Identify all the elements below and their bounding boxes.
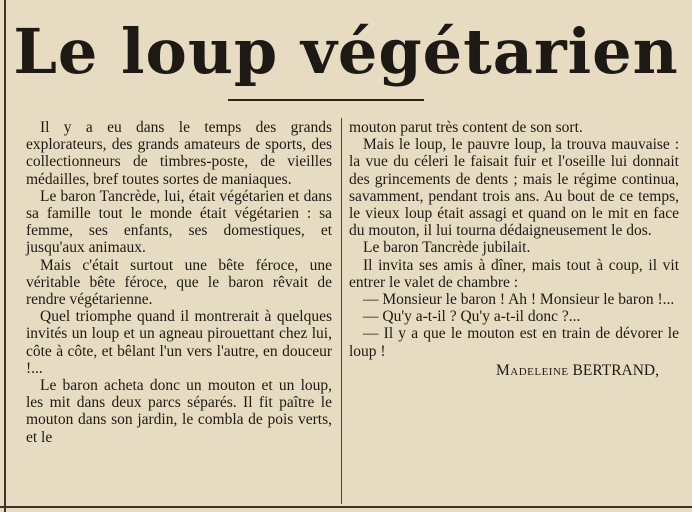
dialogue-line: — Monsieur le baron ! Ah ! Monsieur le baron !... <box>363 291 675 309</box>
paragraph: Mais le loup, le pauvre loup, la trouva mauvaise : la vue du céleri le faisait fuir et l'oseille lui donnait des grincements de dents ; mais le régime continua, savamment, pendant trois ans. Au bout de ce temps, le vieux loup était assagi et quand on le mit en face du mouton, il lui tourna dédaigneusement le dos. <box>349 136 679 240</box>
paragraph: Il invita ses amis à dîner, mais tout à coup, il vit entrer le valet de chambre : <box>349 256 679 291</box>
paragraph: Le baron Tancrède jubilait. <box>363 239 531 257</box>
left-column <box>26 119 332 446</box>
author-first-name: Madeleine <box>495 361 569 379</box>
paragraph: Le baron acheta donc un mouton et un loup, les mit dans deux parcs séparés. Il fit paître le mouton dans son jardin, le combla de pois verts, et le <box>26 377 332 446</box>
article-title: Le loup végétarien <box>13 15 679 88</box>
right-column <box>349 119 679 379</box>
column-separator <box>341 118 342 504</box>
paragraph: Quel triomphe quand il montrerait à quelques invités un loup et un agneau pirouettant chez lui, côte à côte, et bêlant l'un vers l'autre, en douceur !... <box>26 308 332 377</box>
paragraph-continuation: mouton parut très content de son sort. <box>349 119 583 136</box>
title-underline <box>228 99 424 101</box>
paragraph: Le baron Tancrède, lui, était végétarien et dans sa famille tout le monde était végétarien : sa femme, ses enfants, ses domestiques, et jusqu'aux animaux. <box>26 187 332 257</box>
author-signature <box>349 362 679 379</box>
dialogue-line: — Qu'y a-t-il ? Qu'y a-t-il donc ?... <box>363 308 581 326</box>
bottom-border-rule <box>0 506 692 508</box>
dialogue-line: — Il y a que le mouton est en train de dévorer le loup ! <box>349 325 679 360</box>
paragraph: Il y a eu dans le temps des grands explorateurs, des grands amateurs de sports, des collectionneurs de timbres-poste, de vieilles médailles, bref toutes sortes de maniaques. <box>26 119 332 188</box>
paragraph: Mais c'était surtout une bête féroce, une véritable bête féroce, que le baron rêvait de rendre végétarienne. <box>26 256 332 309</box>
author-last-name: BERTRAND, <box>572 361 659 379</box>
